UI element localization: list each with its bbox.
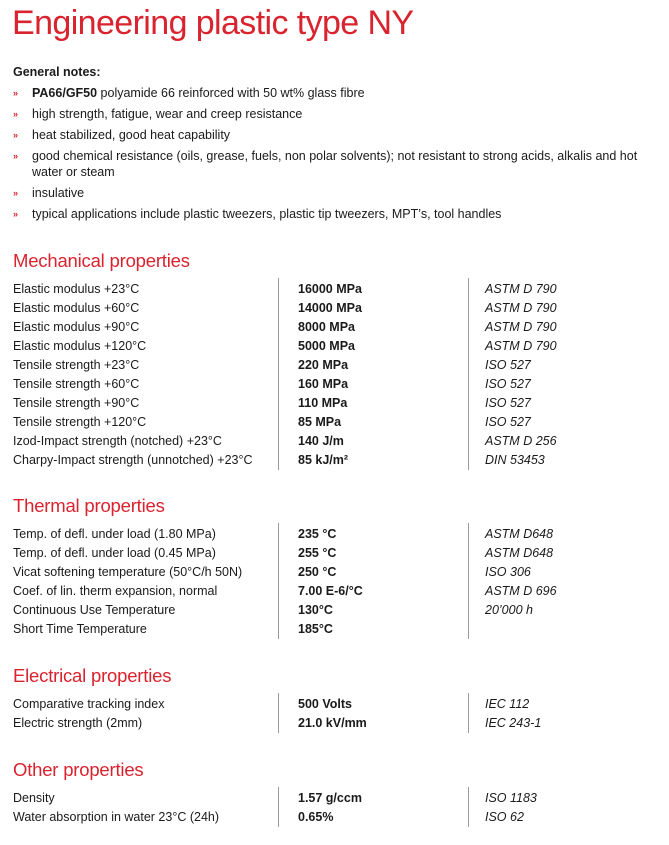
note-body-text: typical applications include plastic tweezers, plastic tip tweezers, MPT’s, tool handles [32,207,502,221]
property-row [13,356,663,375]
property-standard: ASTM D648 [485,546,554,560]
bullet-icon: » [13,88,19,98]
property-name: Izod-Impact strength (notched) +23°C [13,434,222,448]
note-body-text: high strength, fatigue, wear and creep resistance [32,107,303,121]
bullet-icon: » [13,130,19,140]
property-row [13,337,663,356]
property-name: Elastic modulus +23°C [13,282,140,296]
bullet-icon: » [13,188,19,198]
property-value: 160 MPa [298,377,349,391]
property-name: Short Time Temperature [13,622,147,636]
property-value: 7.00 E-6/°C [298,584,363,598]
property-value: 21.0 kV/mm [298,716,367,730]
property-name: Elastic modulus +90°C [13,320,140,334]
bullet-icon: » [13,151,19,161]
section-electrical [13,665,663,733]
note-text [32,128,230,142]
property-standard: IEC 112 [485,697,530,711]
property-standard: ASTM D 790 [485,301,557,315]
note-item [13,185,663,201]
property-row [13,375,663,394]
column-divider [468,523,469,639]
bullet-icon: » [13,109,19,119]
property-name: Comparative tracking index [13,697,165,711]
property-row [13,451,663,470]
property-row [13,280,663,299]
property-value: 140 J/m [298,434,344,448]
property-standard: ISO 1183 [485,791,537,805]
property-standard: ASTM D 790 [485,339,557,353]
other-table [13,789,663,827]
property-value: 1.57 g/ccm [298,791,362,805]
note-text [32,149,637,179]
property-row [13,432,663,451]
property-standard: IEC 243-1 [485,716,542,730]
property-value: 130°C [298,603,333,617]
section-title: Other properties [13,759,144,780]
note-item [13,85,663,101]
column-divider [468,278,469,470]
section-title: Mechanical properties [13,250,190,271]
note-item [13,148,663,180]
column-divider [278,693,279,733]
property-row [13,601,663,620]
property-value: 85 MPa [298,415,342,429]
note-body-text: insulative [32,186,85,200]
bullet-icon: » [13,209,19,219]
column-divider [468,787,469,827]
property-name: Tensile strength +23°C [13,358,140,372]
note-body-text: polyamide 66 reinforced with 50 wt% glass fibre [97,86,365,100]
property-standard: ISO 527 [485,396,531,410]
property-standard: ISO 527 [485,358,531,372]
column-divider [278,278,279,470]
property-row [13,582,663,601]
property-value: 5000 MPa [298,339,355,353]
property-value: 220 MPa [298,358,349,372]
property-standard: DIN 53453 [485,453,545,467]
property-row [13,563,663,582]
property-name: Tensile strength +90°C [13,396,140,410]
section-title: Electrical properties [13,665,172,686]
property-standard: ISO 527 [485,415,531,429]
property-name: Density [13,791,55,805]
property-name: Vicat softening temperature (50°C/h 50N) [13,565,243,579]
property-standard: ISO 527 [485,377,531,391]
note-bold-text: PA66/GF50 [32,86,98,100]
property-name: Tensile strength +120°C [13,415,147,429]
property-name: Tensile strength +60°C [13,377,140,391]
property-row [13,714,663,733]
property-name: Water absorption in water 23°C (24h) [13,810,220,824]
property-value: 8000 MPa [298,320,355,334]
note-text [32,186,84,200]
note-item [13,127,663,143]
property-row [13,318,663,337]
mechanical-table [13,280,663,470]
property-name: Electric strength (2mm) [13,716,143,730]
property-standard: ASTM D648 [485,527,554,541]
property-row [13,413,663,432]
property-standard: ASTM D 256 [485,434,557,448]
property-value: 110 MPa [298,396,348,410]
thermal-table [13,525,663,639]
property-row [13,789,663,808]
note-body-text: good chemical resistance (oils, grease, fuels, non polar solvents); not resistant to strong acids, alkalis and hot water or steam [32,149,638,179]
property-value: 14000 MPa [298,301,362,315]
property-standard: ISO 306 [485,565,531,579]
property-standard: 20’000 h [485,603,533,617]
property-name: Temp. of defl. under load (1.80 MPa) [13,527,216,541]
notes-heading: General notes: [13,65,101,79]
electrical-table [13,695,663,733]
property-value: 500 Volts [298,697,352,711]
property-name: Elastic modulus +60°C [13,301,140,315]
property-value: 185°C [298,622,333,636]
property-name: Charpy-Impact strength (unnotched) +23°C [13,453,253,467]
note-text [32,107,302,121]
section-mechanical [13,250,663,470]
property-name: Continuous Use Temperature [13,603,176,617]
property-name: Elastic modulus +120°C [13,339,147,353]
section-other [13,759,663,827]
column-divider [278,523,279,639]
property-row [13,544,663,563]
section-title: Thermal properties [13,495,165,516]
column-divider [278,787,279,827]
general-notes [13,65,663,227]
note-item [13,206,663,222]
property-value: 0.65% [298,810,334,824]
property-value: 255 °C [298,546,337,560]
property-row [13,525,663,544]
property-name: Coef. of lin. therm expansion, normal [13,584,218,598]
property-value: 85 kJ/m² [298,453,349,467]
property-name: Temp. of defl. under load (0.45 MPa) [13,546,216,560]
notes-list [13,85,663,222]
property-row [13,620,663,639]
note-text [32,207,501,221]
property-standard: ASTM D 790 [485,282,557,296]
note-body-text: heat stabilized, good heat capability [32,128,231,142]
property-standard: ASTM D 790 [485,320,557,334]
note-text [32,86,365,100]
property-standard: ISO 62 [485,810,524,824]
property-row [13,808,663,827]
column-divider [468,693,469,733]
property-standard: ASTM D 696 [485,584,557,598]
property-row [13,299,663,318]
property-row [13,695,663,714]
property-value: 250 °C [298,565,337,579]
section-thermal [13,495,663,639]
note-item [13,106,663,122]
property-row [13,394,663,413]
property-value: 16000 MPa [298,282,362,296]
property-value: 235 °C [298,527,337,541]
page-title: Engineering plastic type NY [12,4,414,42]
